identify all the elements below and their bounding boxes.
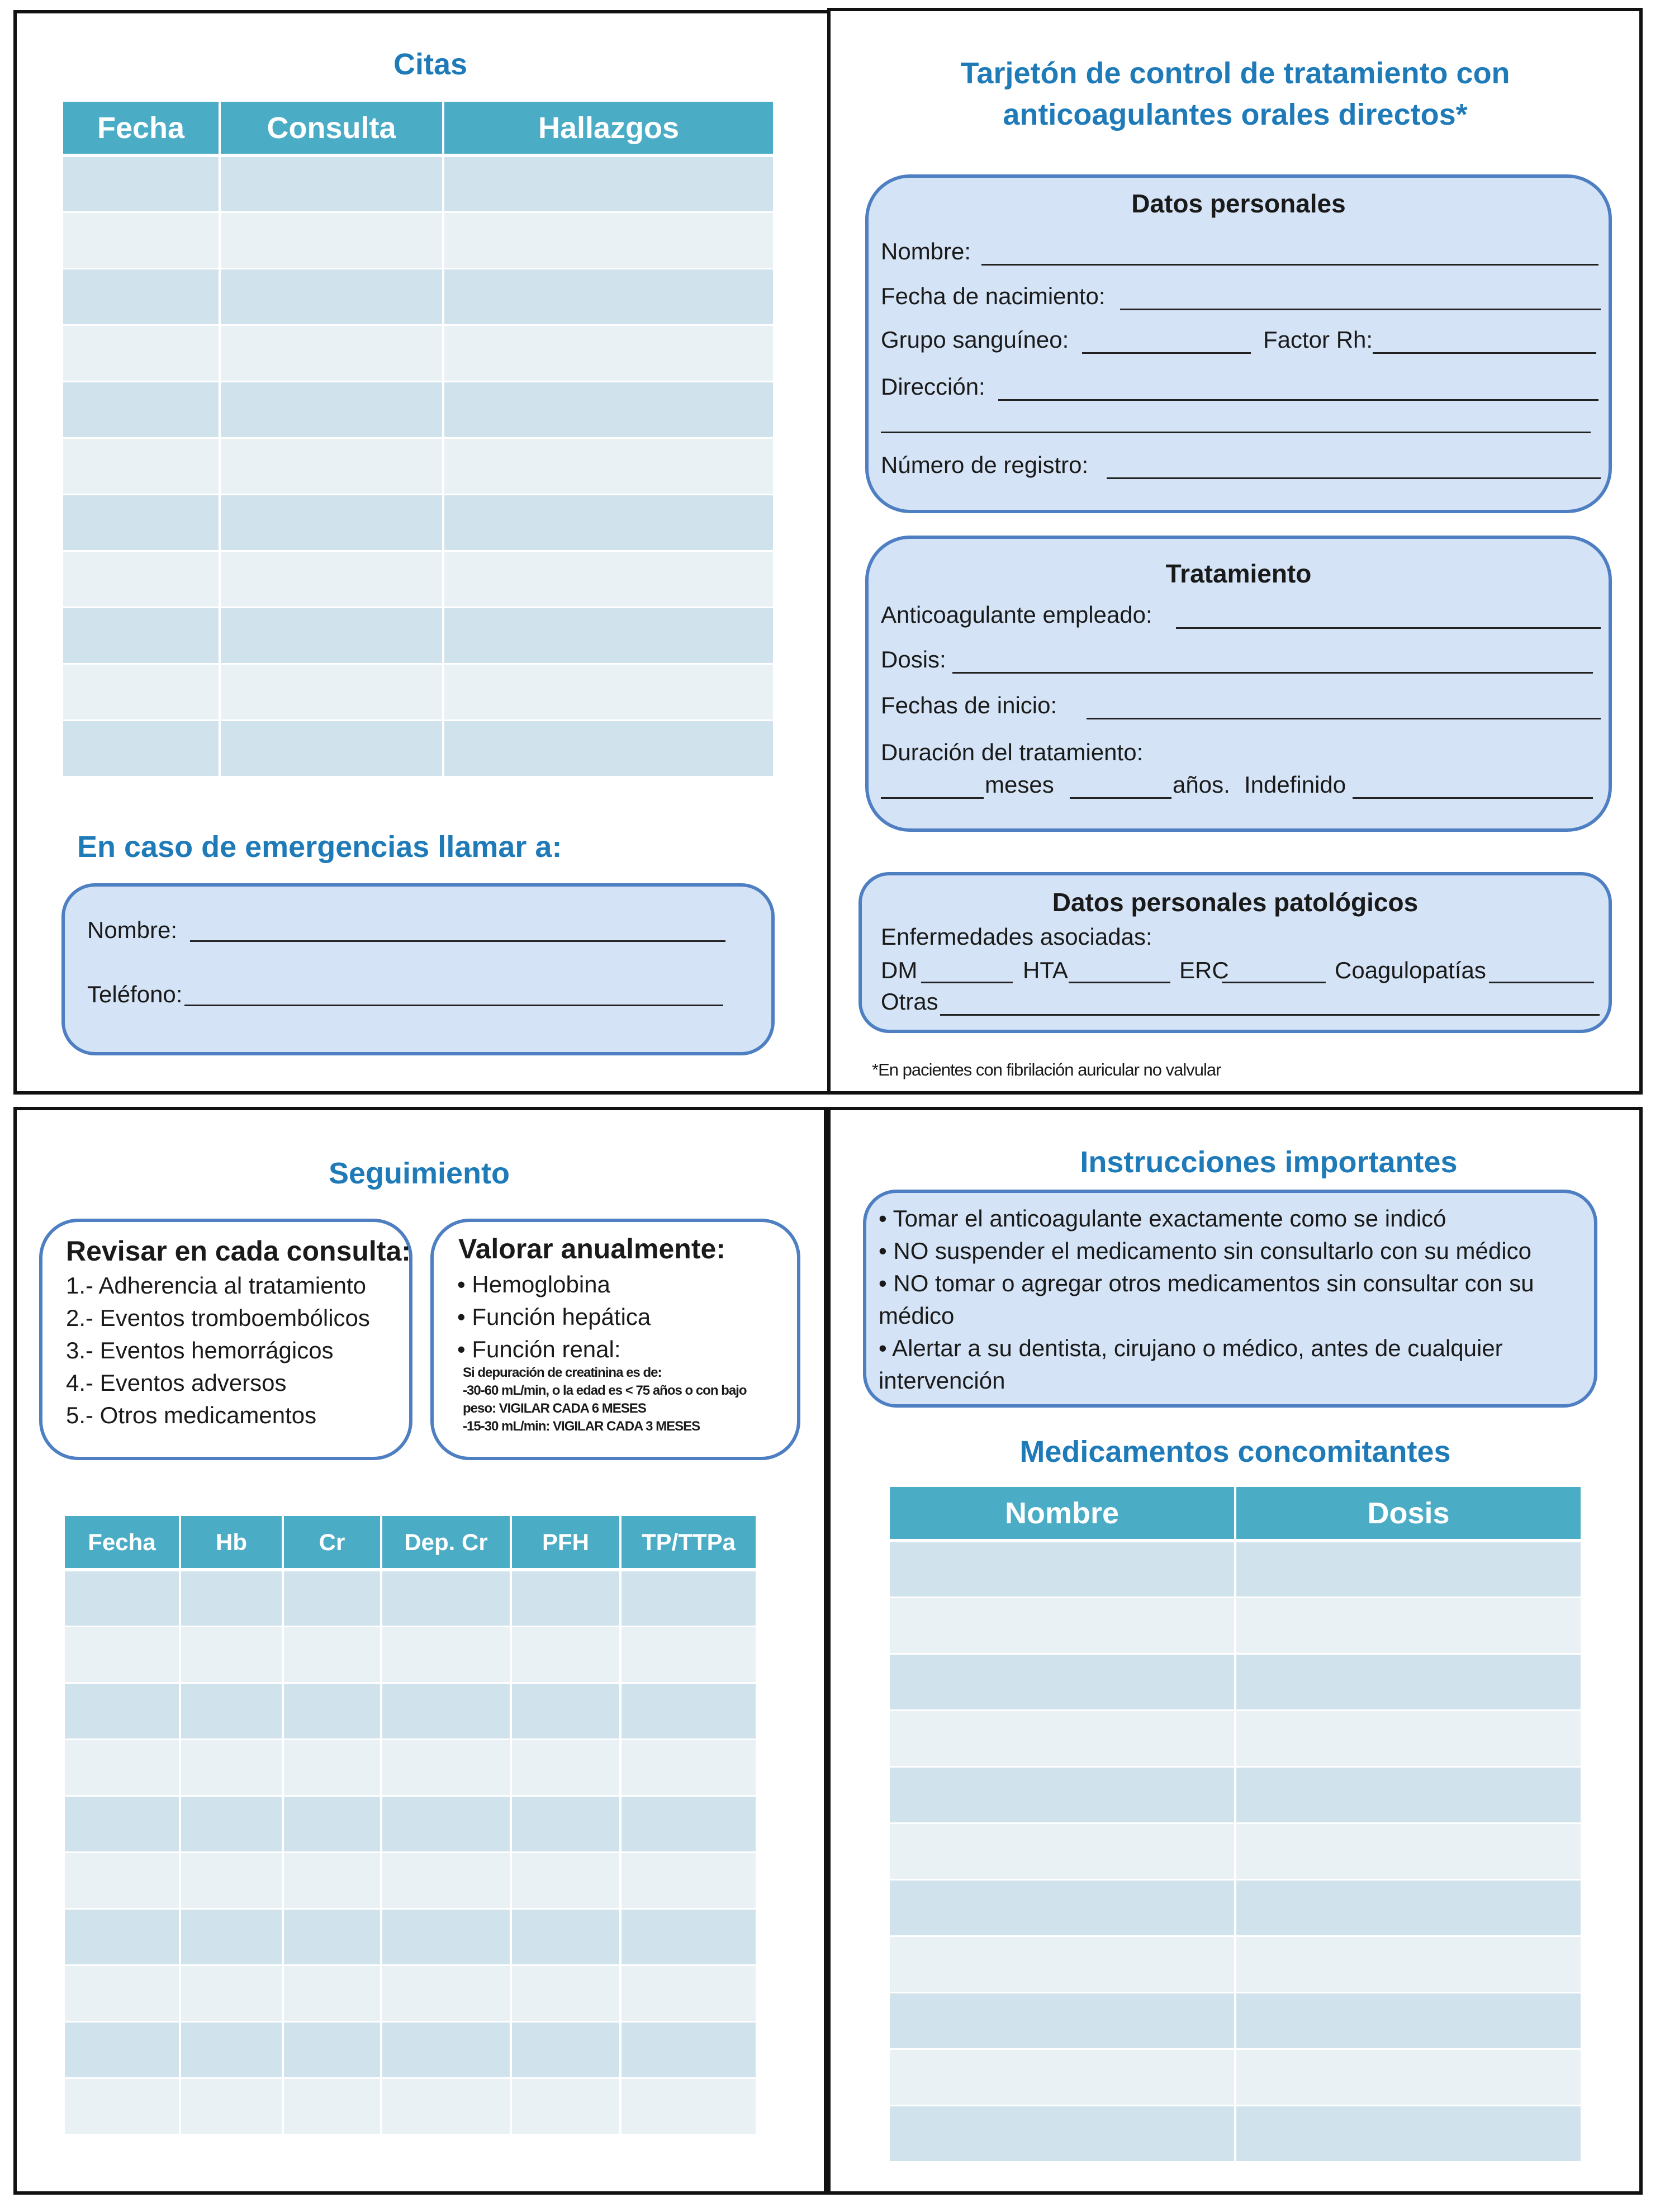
personal-address-label: Dirección: xyxy=(881,373,985,400)
table-cell[interactable] xyxy=(890,1710,1235,1766)
table-row xyxy=(65,1570,756,1626)
treatment-start-label: Fechas de inicio: xyxy=(881,692,1057,718)
table-cell[interactable] xyxy=(1235,2049,1581,2105)
pathological-hta-field[interactable] xyxy=(1069,982,1170,983)
treatment-months-label: meses xyxy=(985,771,1054,798)
table-cell[interactable] xyxy=(65,1852,180,1908)
table-cell[interactable] xyxy=(381,1852,511,1908)
table-cell[interactable] xyxy=(283,1739,381,1796)
table-cell[interactable] xyxy=(283,1965,381,2021)
table-cell[interactable] xyxy=(220,720,443,776)
treatment-drug-field[interactable] xyxy=(1176,627,1601,629)
table-cell[interactable] xyxy=(1235,2105,1581,2162)
table-cell[interactable] xyxy=(620,1965,756,2021)
table-cell[interactable] xyxy=(381,1570,511,1626)
table-cell[interactable] xyxy=(65,1739,180,1796)
citas-col-hallazgos: Hallazgos xyxy=(443,102,773,155)
table-cell[interactable] xyxy=(620,1908,756,1965)
review-item: 4.- Eventos adversos xyxy=(66,1370,287,1396)
table-cell[interactable] xyxy=(443,155,773,212)
emergency-name-label: Nombre: xyxy=(87,917,178,943)
table-cell[interactable] xyxy=(381,1683,511,1739)
table-cell[interactable] xyxy=(283,2021,381,2078)
treatment-dose-label: Dosis: xyxy=(881,646,946,672)
table-cell[interactable] xyxy=(220,325,443,381)
table-cell[interactable] xyxy=(1235,1936,1581,1992)
table-cell[interactable] xyxy=(180,1796,283,1852)
table-cell[interactable] xyxy=(180,1570,283,1626)
table-cell[interactable] xyxy=(1235,1823,1581,1879)
table-row xyxy=(890,2049,1581,2105)
table-row xyxy=(63,381,773,438)
treatment-years-label: años. xyxy=(1173,771,1230,798)
citas-col-consulta: Consulta xyxy=(220,102,443,155)
citas-title: Citas xyxy=(393,48,468,81)
review-item: 1.- Adherencia al tratamiento xyxy=(66,1272,366,1299)
table-row xyxy=(65,1908,756,1965)
table-cell[interactable] xyxy=(890,1654,1235,1710)
table-row xyxy=(65,2078,756,2134)
table-row xyxy=(63,268,773,325)
table-cell[interactable] xyxy=(180,2078,283,2134)
table-cell[interactable] xyxy=(620,1852,756,1908)
treatment-heading: Tratamiento xyxy=(1165,559,1312,588)
table-cell[interactable] xyxy=(511,1683,620,1739)
table-cell[interactable] xyxy=(283,1570,381,1626)
renal-note: peso: VIGILAR CADA 6 MESES xyxy=(463,1401,646,1416)
table-cell[interactable] xyxy=(890,1597,1235,1654)
table-cell[interactable] xyxy=(381,2021,511,2078)
card-title-line1: Tarjetón de control de tratamiento con xyxy=(960,56,1510,90)
table-cell[interactable] xyxy=(180,1626,283,1683)
table-row xyxy=(65,1626,756,1683)
followup-col-fecha: Fecha xyxy=(65,1516,180,1570)
table-cell[interactable] xyxy=(511,1796,620,1852)
table-cell[interactable] xyxy=(443,381,773,438)
table-cell[interactable] xyxy=(620,1626,756,1683)
table-cell[interactable] xyxy=(443,494,773,551)
followup-col-pfh: PFH xyxy=(511,1516,620,1570)
table-cell[interactable] xyxy=(283,1796,381,1852)
table-row xyxy=(65,1739,756,1796)
table-cell[interactable] xyxy=(220,494,443,551)
meds-title: Medicamentos concomitantes xyxy=(1019,1435,1451,1469)
card-title-line2: anticoagulantes orales directos* xyxy=(1003,98,1468,131)
table-row xyxy=(63,551,773,607)
table-cell[interactable] xyxy=(511,2078,620,2134)
table-cell[interactable] xyxy=(620,2021,756,2078)
table-cell[interactable] xyxy=(180,1683,283,1739)
table-cell[interactable] xyxy=(620,1570,756,1626)
table-cell[interactable] xyxy=(220,438,443,494)
pathological-others-field[interactable] xyxy=(940,1014,1600,1016)
table-cell[interactable] xyxy=(1235,1992,1581,2049)
table-row xyxy=(63,607,773,664)
instructions-title: Instrucciones importantes xyxy=(1080,1145,1458,1179)
table-cell[interactable] xyxy=(220,155,443,212)
pathological-dm-label: DM xyxy=(881,957,918,983)
pathological-heading: Datos personales patológicos xyxy=(1052,888,1419,917)
table-row xyxy=(890,1766,1581,1823)
table-cell[interactable] xyxy=(511,1739,620,1796)
table-row xyxy=(65,1965,756,2021)
table-cell[interactable] xyxy=(65,1570,180,1626)
table-cell[interactable] xyxy=(890,1936,1235,1992)
personal-blood-field[interactable] xyxy=(1082,352,1251,354)
citas-table xyxy=(63,102,773,778)
treatment-indefinite-field[interactable] xyxy=(1353,797,1593,799)
table-cell[interactable] xyxy=(511,1852,620,1908)
pathological-coag-label: Coagulopatías xyxy=(1335,957,1486,983)
table-row xyxy=(65,1683,756,1739)
pathological-coag-field[interactable] xyxy=(1489,982,1594,983)
table-cell[interactable] xyxy=(890,1823,1235,1879)
renal-note: -15-30 mL/min: VIGILAR CADA 3 MESES xyxy=(463,1419,700,1434)
table-cell[interactable] xyxy=(180,1965,283,2021)
emergency-phone-label: Teléfono: xyxy=(87,981,183,1007)
table-row xyxy=(63,325,773,381)
followup-col-hb: Hb xyxy=(180,1516,283,1570)
table-row xyxy=(890,1936,1581,1992)
personal-birth-field[interactable] xyxy=(1120,309,1601,310)
table-cell[interactable] xyxy=(63,720,220,776)
personal-record-label: Número de registro: xyxy=(881,452,1089,478)
table-cell[interactable] xyxy=(381,1739,511,1796)
table-cell[interactable] xyxy=(63,438,220,494)
table-cell[interactable] xyxy=(180,1852,283,1908)
citas-col-fecha: Fecha xyxy=(63,102,220,155)
personal-blood-label: Grupo sanguíneo: xyxy=(881,326,1069,353)
pathological-erc-field[interactable] xyxy=(1222,982,1326,983)
table-cell[interactable] xyxy=(381,1908,511,1965)
table-cell[interactable] xyxy=(63,155,220,212)
table-row xyxy=(63,212,773,268)
table-cell[interactable] xyxy=(63,212,220,268)
emergency-phone-field[interactable] xyxy=(184,1005,723,1006)
personal-record-field[interactable] xyxy=(1107,477,1601,479)
table-row xyxy=(65,2021,756,2078)
pathological-diseases-label: Enfermedades asociadas: xyxy=(881,923,1152,950)
table-row xyxy=(890,1541,1581,1597)
table-cell[interactable] xyxy=(381,2078,511,2134)
treatment-dose-field[interactable] xyxy=(952,672,1593,674)
table-cell[interactable] xyxy=(65,1908,180,1965)
emergency-name-field[interactable] xyxy=(190,940,725,942)
followup-col-depcr: Dep. Cr xyxy=(381,1516,511,1570)
table-row xyxy=(890,2105,1581,2162)
emergency-title: En caso de emergencias llamar a: xyxy=(77,830,562,864)
table-cell[interactable] xyxy=(443,664,773,720)
table-cell[interactable] xyxy=(63,494,220,551)
table-cell[interactable] xyxy=(1235,1597,1581,1654)
emergency-box xyxy=(61,883,775,1055)
instruction-item: médico xyxy=(879,1302,955,1329)
treatment-start-field[interactable] xyxy=(1087,718,1601,719)
pathological-dm-field[interactable] xyxy=(921,982,1013,983)
table-row xyxy=(65,1796,756,1852)
annual-item: • Hemoglobina xyxy=(457,1271,610,1297)
table-cell[interactable] xyxy=(220,381,443,438)
treatment-indefinite-label: Indefinido xyxy=(1244,771,1346,798)
pathological-hta-label: HTA xyxy=(1023,957,1068,983)
renal-note: -30-60 mL/min, o la edad es < 75 años o con bajo xyxy=(463,1383,747,1398)
personal-heading: Datos personales xyxy=(1131,189,1346,218)
table-cell[interactable] xyxy=(890,1879,1235,1936)
pathological-erc-label: ERC xyxy=(1179,957,1229,983)
personal-address-field[interactable] xyxy=(998,399,1598,401)
table-cell[interactable] xyxy=(1235,1654,1581,1710)
table-cell[interactable] xyxy=(890,2049,1235,2105)
table-cell[interactable] xyxy=(620,2078,756,2134)
annual-item: • Función hepática xyxy=(457,1304,651,1330)
table-row xyxy=(890,1823,1581,1879)
pathological-others-label: Otras xyxy=(881,988,938,1015)
table-cell[interactable] xyxy=(443,268,773,325)
instruction-item: • NO suspender el medicamento sin consultarlo con su médico xyxy=(879,1238,1531,1264)
table-cell[interactable] xyxy=(65,1965,180,2021)
instruction-item: • NO tomar o agregar otros medicamentos sin consultar con su xyxy=(879,1270,1534,1296)
table-cell[interactable] xyxy=(283,1852,381,1908)
personal-name-field[interactable] xyxy=(981,264,1598,266)
table-cell[interactable] xyxy=(620,1739,756,1796)
followup-table xyxy=(65,1516,756,2135)
review-item: 5.- Otros medicamentos xyxy=(66,1402,317,1428)
table-cell[interactable] xyxy=(511,2021,620,2078)
table-row xyxy=(63,720,773,776)
table-cell[interactable] xyxy=(283,1683,381,1739)
treatment-years-field[interactable] xyxy=(1070,797,1171,799)
instruction-item: • Tomar el anticoagulante exactamente como se indicó xyxy=(879,1205,1446,1231)
table-cell[interactable] xyxy=(443,607,773,664)
instruction-item: • Alertar a su dentista, cirujano o médico, antes de cualquier xyxy=(879,1335,1503,1361)
table-cell[interactable] xyxy=(381,1626,511,1683)
table-cell[interactable] xyxy=(443,212,773,268)
treatment-drug-label: Anticoagulante empleado: xyxy=(881,601,1152,628)
review-item: 2.- Eventos tromboembólicos xyxy=(66,1305,370,1331)
review-heading: Revisar en cada consulta: xyxy=(66,1235,411,1267)
table-cell[interactable] xyxy=(381,1965,511,2021)
review-item: 3.- Eventos hemorrágicos xyxy=(66,1337,334,1363)
annual-item: • Función renal: xyxy=(457,1336,621,1362)
table-cell[interactable] xyxy=(890,1992,1235,2049)
table-cell[interactable] xyxy=(65,1796,180,1852)
table-cell[interactable] xyxy=(220,607,443,664)
table-cell[interactable] xyxy=(443,720,773,776)
table-cell[interactable] xyxy=(890,1766,1235,1823)
table-cell[interactable] xyxy=(63,268,220,325)
table-row xyxy=(65,1852,756,1908)
table-cell[interactable] xyxy=(63,381,220,438)
table-row xyxy=(63,494,773,551)
personal-birth-label: Fecha de nacimiento: xyxy=(881,283,1106,309)
table-cell[interactable] xyxy=(511,1908,620,1965)
table-row xyxy=(890,1710,1581,1766)
table-row xyxy=(890,1992,1581,2049)
table-cell[interactable] xyxy=(220,551,443,607)
table-cell[interactable] xyxy=(443,551,773,607)
table-row xyxy=(63,155,773,212)
table-cell[interactable] xyxy=(220,212,443,268)
table-cell[interactable] xyxy=(511,1965,620,2021)
followup-col-tp: TP/TTPa xyxy=(620,1516,756,1570)
renal-note: Si depuración de creatinina es de: xyxy=(463,1365,662,1380)
table-row xyxy=(890,1597,1581,1654)
table-cell[interactable] xyxy=(1235,1710,1581,1766)
treatment-duration-label: Duración del tratamiento: xyxy=(881,739,1144,765)
table-cell[interactable] xyxy=(890,1541,1235,1597)
personal-rh-label: Factor Rh: xyxy=(1263,326,1373,353)
treatment-months-field[interactable] xyxy=(881,797,984,799)
table-row xyxy=(63,438,773,494)
table-cell[interactable] xyxy=(283,2078,381,2134)
table-cell[interactable] xyxy=(65,1626,180,1683)
annual-heading: Valorar anualmente: xyxy=(458,1233,725,1264)
followup-col-cr: Cr xyxy=(283,1516,381,1570)
table-cell[interactable] xyxy=(511,1626,620,1683)
table-cell[interactable] xyxy=(1235,1879,1581,1936)
table-cell[interactable] xyxy=(443,325,773,381)
table-cell[interactable] xyxy=(1235,1541,1581,1597)
table-cell[interactable] xyxy=(63,664,220,720)
table-row xyxy=(890,1654,1581,1710)
table-cell[interactable] xyxy=(65,2078,180,2134)
table-cell[interactable] xyxy=(890,2105,1235,2162)
meds-col-dosis: Dosis xyxy=(1235,1487,1581,1541)
meds-col-nombre: Nombre xyxy=(890,1487,1235,1541)
table-cell[interactable] xyxy=(65,2021,180,2078)
followup-title: Seguimiento xyxy=(328,1157,510,1190)
table-cell[interactable] xyxy=(180,2021,283,2078)
instruction-item: intervención xyxy=(879,1367,1005,1394)
table-cell[interactable] xyxy=(620,1796,756,1852)
meds-table xyxy=(890,1487,1581,2163)
table-cell[interactable] xyxy=(180,1739,283,1796)
table-row xyxy=(63,664,773,720)
personal-rh-field[interactable] xyxy=(1373,352,1596,354)
table-cell[interactable] xyxy=(283,1626,381,1683)
table-cell[interactable] xyxy=(63,325,220,381)
table-cell[interactable] xyxy=(63,607,220,664)
table-cell[interactable] xyxy=(443,438,773,494)
table-cell[interactable] xyxy=(220,268,443,325)
personal-name-label: Nombre: xyxy=(881,238,971,264)
table-cell[interactable] xyxy=(511,1570,620,1626)
table-cell[interactable] xyxy=(1235,1766,1581,1823)
table-cell[interactable] xyxy=(620,1683,756,1739)
table-cell[interactable] xyxy=(63,551,220,607)
table-cell[interactable] xyxy=(283,1908,381,1965)
table-cell[interactable] xyxy=(220,664,443,720)
personal-address-field-2[interactable] xyxy=(881,432,1591,433)
table-cell[interactable] xyxy=(381,1796,511,1852)
table-row xyxy=(890,1879,1581,1936)
card-footnote: *En pacientes con fibrilación auricular no valvular xyxy=(872,1060,1221,1079)
table-cell[interactable] xyxy=(65,1683,180,1739)
table-cell[interactable] xyxy=(180,1908,283,1965)
